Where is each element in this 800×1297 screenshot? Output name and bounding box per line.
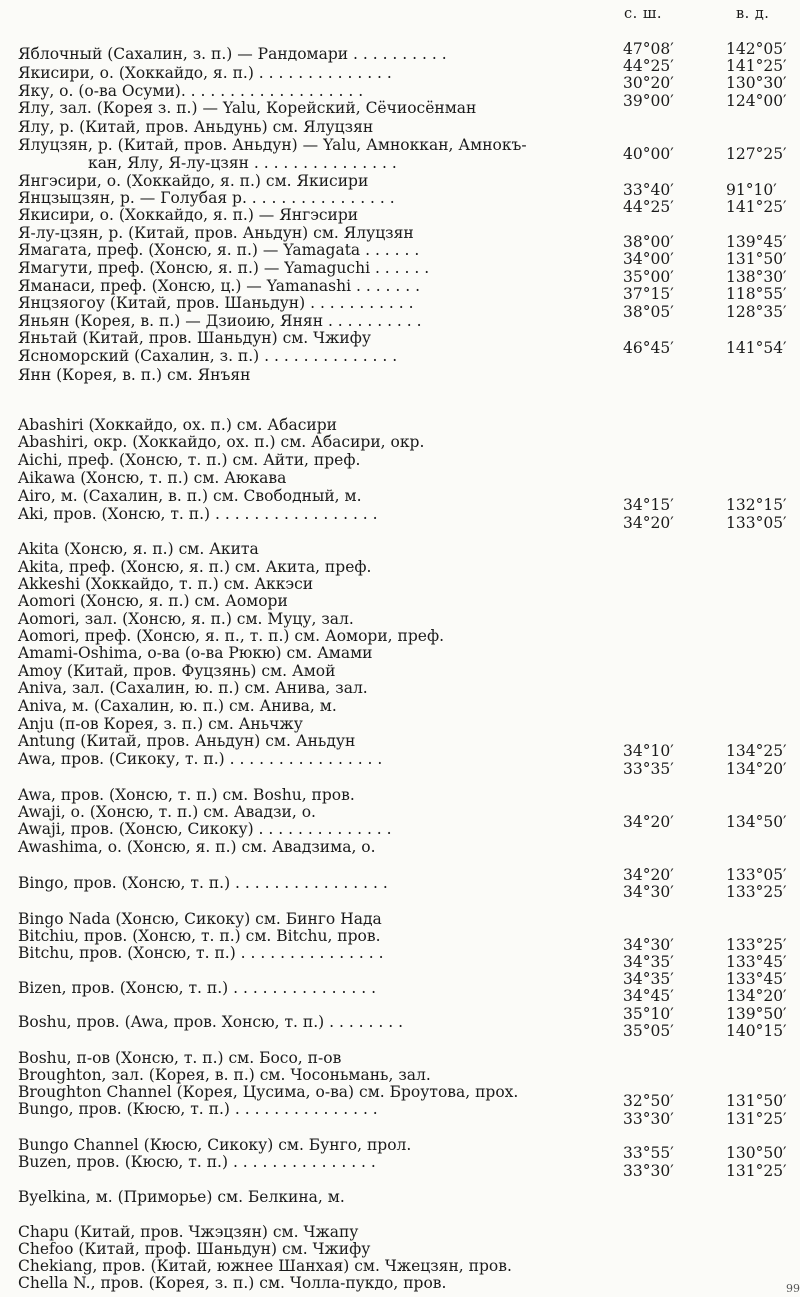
longitude-value: 130°30′ xyxy=(726,74,787,92)
entry-row: Antung (Китай, пров. Аньдун) см. Аньдун xyxy=(18,732,356,750)
longitude-value: 131°50′ xyxy=(726,1092,787,1110)
latitude-value: 44°25′ xyxy=(623,57,674,75)
entry-row: кан, Ялу, Я-лу-цзян . . . . . . . . . . . . . . . xyxy=(88,154,397,172)
entry-row: Янцзяогоу (Китай, пров. Шаньдун) . . . . . . . . . . . xyxy=(18,294,414,312)
longitude-value: 124°00′ xyxy=(726,92,787,110)
latitude-value: 34°15′ xyxy=(623,496,674,514)
entry-row: Aniva, м. (Сахалин, ю. п.) см. Анива, м. xyxy=(18,697,337,715)
entry-row: Bizen, пров. (Хонсю, т. п.) . . . . . . . . . . . . . . . xyxy=(18,979,377,997)
latitude-value: 39°00′ xyxy=(623,92,674,110)
entry-row: Якисири, о. (Хоккайдо, я. п.) . . . . . . . . . . . . . . xyxy=(18,64,392,82)
latitude-value: 34°00′ xyxy=(623,250,674,268)
entry-row: Aomori, преф. (Хонсю, я. п., т. п.) см. Аомори, преф. xyxy=(18,627,445,645)
longitude-value: 132°15′ xyxy=(726,496,787,514)
longitude-value: 131°25′ xyxy=(726,1110,787,1128)
entry-row: Aomori (Хонсю, я. п.) см. Аомори xyxy=(18,592,288,610)
entry-row: Янн (Корея, в. п.) см. Янъян xyxy=(18,366,251,384)
longitude-value: 141°25′ xyxy=(726,57,787,75)
latitude-value: 34°20′ xyxy=(623,866,674,884)
entry-row: Bitchiu, пров. (Хонсю, т. п.) см. Bitchu, пров. xyxy=(18,927,381,945)
entry-row: Ямагата, преф. (Хонсю, я. п.) — Yamagata . . . . . . xyxy=(18,241,420,259)
entry-row: Яблочный (Сахалин, з. п.) — Рандомари . . . . . . . . . . xyxy=(18,45,447,63)
longitude-value: 133°45′ xyxy=(726,953,787,971)
entry-row: Byelkina, м. (Приморье) см. Белкина, м. xyxy=(18,1188,345,1206)
entry-row: Anju (п-ов Корея, з. п.) см. Аньчжу xyxy=(18,715,303,733)
entry-row: Ялуцзян, р. (Китай, пров. Аньдун) — Yalu, Амноккан, Амнокъ- xyxy=(18,136,527,154)
entry-row: Boshu, п-ов (Хонсю, т. п.) см. Босо, п-ов xyxy=(18,1049,342,1067)
entry-row: Янцзыцзян, р. — Голубая р. . . . . . . . . . . . . . . . xyxy=(18,189,395,207)
entry-row: Bungo Channel (Кюсю, Сикоку) см. Бунго, прол. xyxy=(18,1136,412,1154)
longitude-value: 138°30′ xyxy=(726,268,787,286)
entry-row: Awaji, пров. (Хонсю, Сикоку) . . . . . . . . . . . . . . xyxy=(18,820,392,838)
entry-row: Chefoo (Китай, проф. Шаньдун) см. Чжифу xyxy=(18,1240,371,1258)
latitude-value: 47°08′ xyxy=(623,40,674,58)
longitude-value: 133°25′ xyxy=(726,883,787,901)
longitude-value: 141°54′ xyxy=(726,339,787,357)
latitude-value: 33°55′ xyxy=(623,1144,674,1162)
entry-row: Broughton Channel (Корея, Цусима, о-ва) см. Броутова, прох. xyxy=(18,1083,519,1101)
entry-row: Ясноморский (Сахалин, з. п.) . . . . . . . . . . . . . . xyxy=(18,347,398,365)
entry-row: Amoy (Китай, пров. Фуцзянь) см. Амой xyxy=(18,662,336,680)
entry-row: Ялу, зал. (Корея з. п.) — Yalu, Корейский, Сёчиосёнман xyxy=(18,99,477,117)
entry-row: Aniva, зал. (Сахалин, ю. п.) см. Анива, зал. xyxy=(18,679,368,697)
entry-row: Broughton, зал. (Корея, в. п.) см. Чосоньмань, зал. xyxy=(18,1066,431,1084)
latitude-value: 34°30′ xyxy=(623,936,674,954)
latitude-value: 34°20′ xyxy=(623,813,674,831)
entry-row: Boshu, пров. (Awa, пров. Хонсю, т. п.) . . . . . . . . xyxy=(18,1013,404,1031)
entry-row: Bingo, пров. (Хонсю, т. п.) . . . . . . . . . . . . . . . . xyxy=(18,874,388,892)
latitude-value: 38°00′ xyxy=(623,233,674,251)
longitude-value: 134°25′ xyxy=(726,742,787,760)
latitude-value: 35°05′ xyxy=(623,1022,674,1040)
longitude-value: 133°45′ xyxy=(726,970,787,988)
longitude-value: 134°50′ xyxy=(726,813,787,831)
latitude-value: 38°05′ xyxy=(623,303,674,321)
latitude-value: 44°25′ xyxy=(623,198,674,216)
entry-row: Chapu (Китай, пров. Чжэцзян) см. Чжапу xyxy=(18,1223,359,1241)
longitude-value: 130°50′ xyxy=(726,1144,787,1162)
entry-row: Aichi, преф. (Хонсю, т. п.) см. Айти, преф. xyxy=(18,451,361,469)
latitude-value: 32°50′ xyxy=(623,1092,674,1110)
entry-row: Chella N., пров. (Корея, з. п.) см. Чолла-пукдо, пров. xyxy=(18,1274,447,1292)
latitude-value: 33°30′ xyxy=(623,1162,674,1180)
longitude-value: 142°05′ xyxy=(726,40,787,58)
entry-row: Aikawa (Хонсю, т. п.) см. Аюкава xyxy=(18,469,287,487)
entry-row: Aomori, зал. (Хонсю, я. п.) см. Муцу, зал. xyxy=(18,610,354,628)
entry-row: Awaji, о. (Хонсю, т. п.) см. Авадзи, о. xyxy=(18,803,316,821)
entry-row: Aki, пров. (Хонсю, т. п.) . . . . . . . . . . . . . . . . . xyxy=(18,505,378,523)
lat-column-header: с. ш. xyxy=(624,6,662,22)
entry-row: Chekiang, пров. (Китай, южнее Шанхая) см. Чжецзян, пров. xyxy=(18,1257,512,1275)
latitude-value: 33°40′ xyxy=(623,181,674,199)
latitude-value: 34°45′ xyxy=(623,987,674,1005)
page-number: 99 xyxy=(786,1282,800,1295)
longitude-value: 134°20′ xyxy=(726,760,787,778)
latitude-value: 34°35′ xyxy=(623,953,674,971)
longitude-value: 131°25′ xyxy=(726,1162,787,1180)
latitude-value: 40°00′ xyxy=(623,145,674,163)
entry-row: Bungo, пров. (Кюсю, т. п.) . . . . . . . . . . . . . . . xyxy=(18,1100,378,1118)
latitude-value: 37°15′ xyxy=(623,285,674,303)
latitude-value: 34°20′ xyxy=(623,514,674,532)
entry-row: Akkeshi (Хоккайдо, т. п.) см. Аккэси xyxy=(18,575,314,593)
entry-row: Akita (Хонсю, я. п.) см. Акита xyxy=(18,540,259,558)
entry-row: Amami-Oshima, о-ва (о-ва Рюкю) см. Амами xyxy=(18,644,373,662)
entry-row: Buzen, пров. (Кюсю, т. п.) . . . . . . . . . . . . . . . xyxy=(18,1153,376,1171)
longitude-value: 141°25′ xyxy=(726,198,787,216)
latitude-value: 46°45′ xyxy=(623,339,674,357)
longitude-value: 133°25′ xyxy=(726,936,787,954)
entry-row: Airo, м. (Сахалин, в. п.) см. Свободный, м. xyxy=(18,487,362,505)
longitude-value: 139°50′ xyxy=(726,1005,787,1023)
longitude-value: 133°05′ xyxy=(726,866,787,884)
entry-row: Яньтай (Китай, пров. Шаньдун) см. Чжифу xyxy=(18,329,371,347)
longitude-value: 134°20′ xyxy=(726,987,787,1005)
entry-row: Яманаси, преф. (Хонсю, ц.) — Yamanashi . . . . . . . xyxy=(18,277,421,295)
latitude-value: 33°35′ xyxy=(623,760,674,778)
longitude-value: 118°55′ xyxy=(726,285,787,303)
entry-row: Яньян (Корея, в. п.) — Дзиоию, Янян . . . . . . . . . . xyxy=(18,312,422,330)
entry-row: Abashiri (Хоккайдо, ох. п.) см. Абасири xyxy=(18,416,337,434)
entry-row: Ямагути, преф. (Хонсю, я. п.) — Yamaguchi . . . . . . xyxy=(18,259,430,277)
latitude-value: 34°35′ xyxy=(623,970,674,988)
entry-row: Яку, о. (о-ва Осуми). . . . . . . . . . . . . . . . . . . xyxy=(18,82,364,100)
longitude-value: 139°45′ xyxy=(726,233,787,251)
entry-row: Awa, пров. (Сикоку, т. п.) . . . . . . . . . . . . . . . . xyxy=(18,750,383,768)
longitude-value: 128°35′ xyxy=(726,303,787,321)
entry-row: Янгэсири, о. (Хоккайдо, я. п.) см. Якисири xyxy=(18,172,369,190)
entry-row: Ялу, р. (Китай, пров. Аньдунь) см. Ялуцзян xyxy=(18,118,374,136)
entry-row: Awashima, о. (Хонсю, я. п.) см. Авадзима, о. xyxy=(18,838,376,856)
longitude-value: 127°25′ xyxy=(726,145,787,163)
longitude-value: 140°15′ xyxy=(726,1022,787,1040)
entry-row: Якисири, о. (Хоккайдо, я. п.) — Янгэсири xyxy=(18,206,359,224)
latitude-value: 35°00′ xyxy=(623,268,674,286)
longitude-value: 131°50′ xyxy=(726,250,787,268)
latitude-value: 35°10′ xyxy=(623,1005,674,1023)
entry-row: Bitchu, пров. (Хонсю, т. п.) . . . . . . . . . . . . . . . xyxy=(18,944,384,962)
latitude-value: 33°30′ xyxy=(623,1110,674,1128)
lon-column-header: в. д. xyxy=(736,6,770,22)
entry-row: Abashiri, окр. (Хоккайдо, ох. п.) см. Абасири, окр. xyxy=(18,433,425,451)
longitude-value: 91°10′ xyxy=(726,181,777,199)
latitude-value: 34°30′ xyxy=(623,883,674,901)
entry-row: Awa, пров. (Хонсю, т. п.) см. Boshu, пров. xyxy=(18,786,355,804)
latitude-value: 34°10′ xyxy=(623,742,674,760)
entry-row: Я-лу-цзян, р. (Китай, пров. Аньдун) см. Ялуцзян xyxy=(18,224,414,242)
longitude-value: 133°05′ xyxy=(726,514,787,532)
entry-row: Bingo Nada (Хонсю, Сикоку) см. Бинго Нада xyxy=(18,910,382,928)
entry-row: Akita, преф. (Хонсю, я. п.) см. Акита, преф. xyxy=(18,558,372,576)
latitude-value: 30°20′ xyxy=(623,74,674,92)
